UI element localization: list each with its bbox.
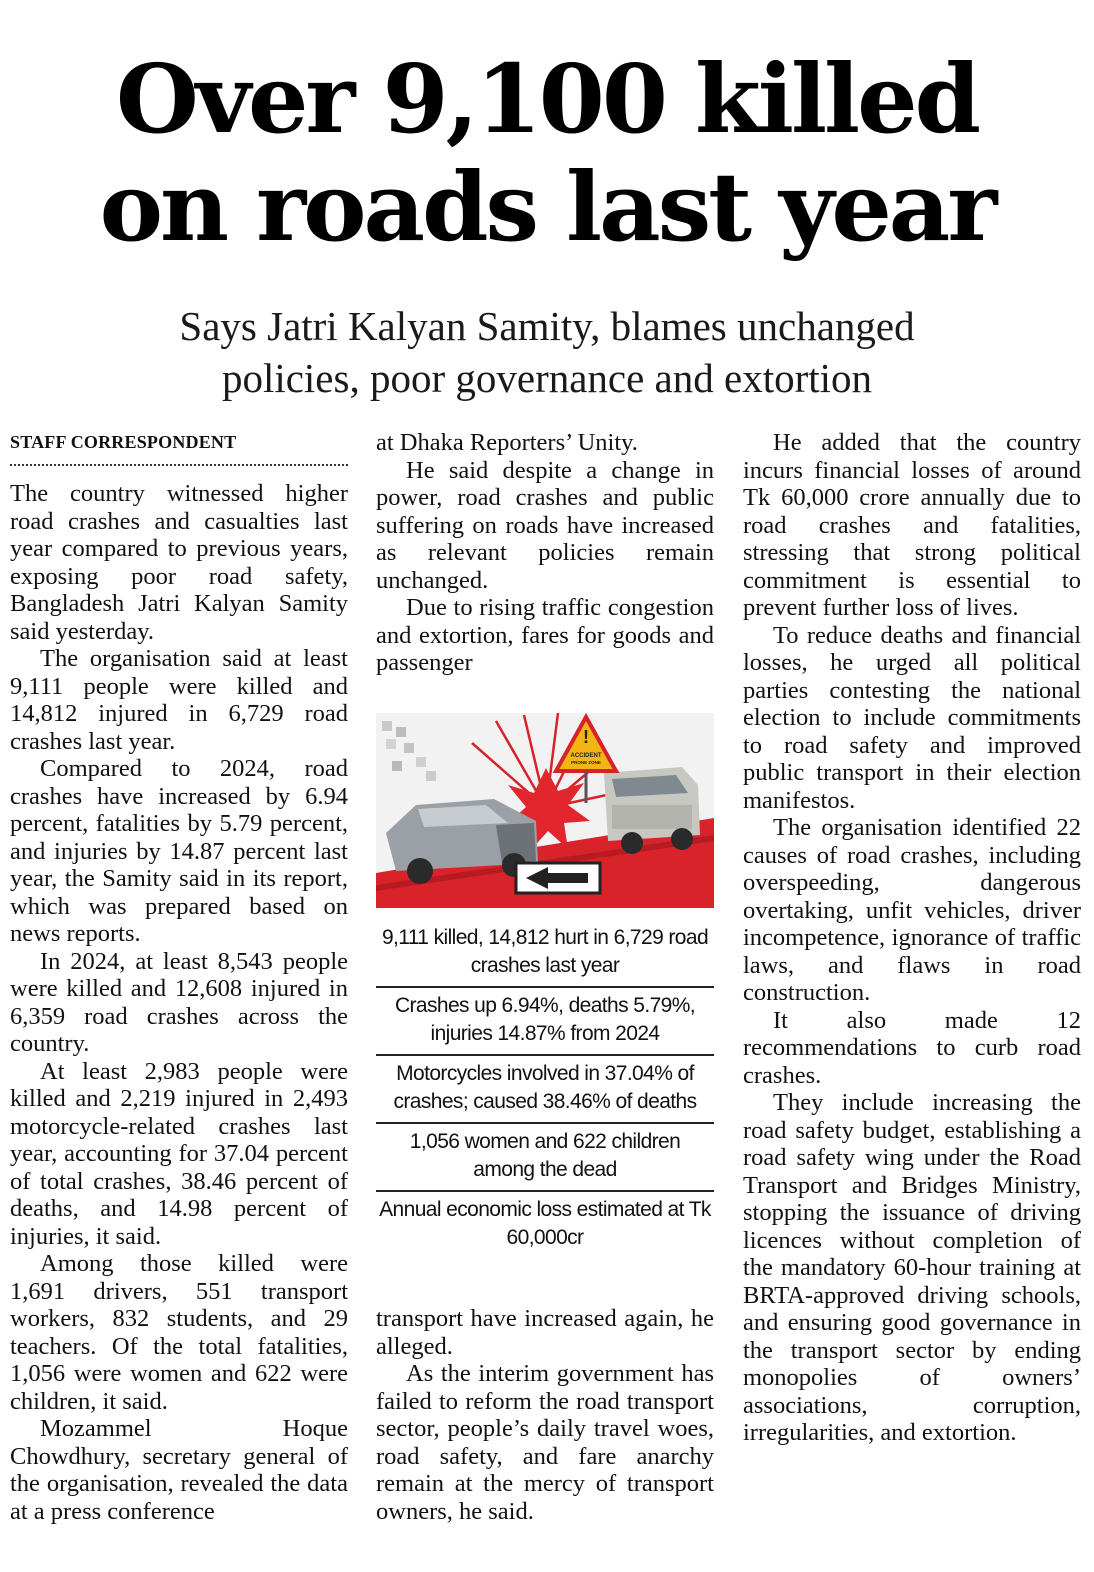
paragraph: transport have increased again, he alleged. [376, 1305, 714, 1360]
fact-item: Crashes up 6.94%, deaths 5.79%, injuries 14.87% from 2024 [376, 986, 714, 1054]
paragraph: At least 2,983 people were killed and 2,219 injured in 2,493 motorcycle-related crashes last year, accounting for 37.04 percent of total crashes, 38.46 percent of deaths, and 14.98 percent of injuries, it said. [10, 1057, 348, 1250]
crash-illustration [376, 713, 714, 908]
paragraph: In 2024, at least 8,543 people were killed and 12,608 injured in 6,359 road crashes across the country. [10, 947, 348, 1057]
sign-text-line-2: PRONE ZONE [571, 760, 601, 765]
fact-item: 1,056 women and 622 children among the dead [376, 1122, 714, 1190]
paragraph: Compared to 2024, road crashes have increased by 6.94 percent, fatalities by 5.79 percent, and injuries by 14.87 percent last year, the Samity said in its report, which was prepared based on news reports. [10, 755, 348, 947]
paragraph: Among those killed were 1,691 drivers, 551 transport workers, 832 students, and 29 teachers. Of the total fatalities, 1,056 were women and 622 were children, it said. [10, 1250, 348, 1415]
paragraph: To reduce deaths and financial losses, he urged all political parties contesting the national election to include commitments to road safety and improved public transport in their election manifestos. [743, 621, 1081, 814]
byline: STAFF CORRESPONDENT [10, 432, 237, 452]
svg-text:!: ! [583, 727, 589, 747]
subheadline-line-2: policies, poor governance and extortion [221, 355, 873, 401]
headline-line-2: on roads last year [99, 152, 995, 263]
article-column-2-top [376, 429, 714, 677]
paragraph: The organisation said at least 9,111 people were killed and 14,812 injured in 6,729 road crashes last year. [10, 645, 348, 755]
paragraph: at Dhaka Reporters’ Unity. [376, 429, 638, 456]
article-column-2-bottom [376, 1305, 714, 1525]
sign-text-line-1: ACCIDENT [570, 753, 602, 759]
paragraph: Mozammel Hoque Chowdhury, secretary general of the organisation, revealed the data at a press conference [10, 1415, 348, 1525]
paragraph: They include increasing the road safety budget, establishing a road safety wing under the Road Transport and Bridges Ministry, stopping the issuance of driving licences without completion of the mandatory 60-hour training at BRTA-approved driving schools, and ensuring good governance in the transport sector by ending monopolies of owners’ associations, corruption, irregularities, and extortion. [743, 1089, 1081, 1446]
headline-line-1: Over 9,100 killed [115, 44, 979, 155]
paragraph: He added that the country incurs financial losses of around Tk 60,000 crore annually due to road crashes and fatalities, stressing that strong political commitment is essential to prevent further loss of lives. [743, 429, 1081, 621]
byline-divider [10, 464, 348, 466]
fact-item: Motorcycles involved in 37.04% of crashes; caused 38.46% of deaths [376, 1054, 714, 1122]
paragraph: It also made 12 recommendations to curb road crashes. [743, 1006, 1081, 1089]
subheadline-line-1: Says Jatri Kalyan Samity, blames unchanged [179, 303, 915, 349]
paragraph: He said despite a change in power, road crashes and public suffering on roads have increased as relevant policies remain unchanged. [376, 456, 714, 594]
fact-item: 9,111 killed, 14,812 hurt in 6,729 road crashes last year [381, 926, 709, 977]
fact-item: Annual economic loss estimated at Tk 60,000cr [376, 1190, 714, 1258]
headline [0, 46, 1094, 262]
paragraph: The country witnessed higher road crashes and casualties last year compared to previous years, exposing poor road safety, Bangladesh Jatri Kalyan Samity said yesterday. [10, 480, 348, 645]
article-column-1 [10, 480, 348, 1525]
paragraph: As the interim government has failed to reform the road transport sector, people’s daily travel woes, road safety, and fare anarchy remain at the mercy of transport owners, he said. [376, 1360, 714, 1525]
article-column-3 [743, 429, 1081, 1447]
subheadline [0, 300, 1094, 404]
crash-illustration-svg [376, 713, 714, 908]
paragraph: The organisation identified 22 causes of road crashes, including overspeeding, dangerous overtaking, unfit vehicles, driver incompetence, ignorance of traffic laws, and flaws in road construction. [743, 814, 1081, 1006]
paragraph: Due to rising traffic congestion and extortion, fares for goods and passenger [376, 594, 714, 676]
key-facts-box [376, 920, 714, 1258]
